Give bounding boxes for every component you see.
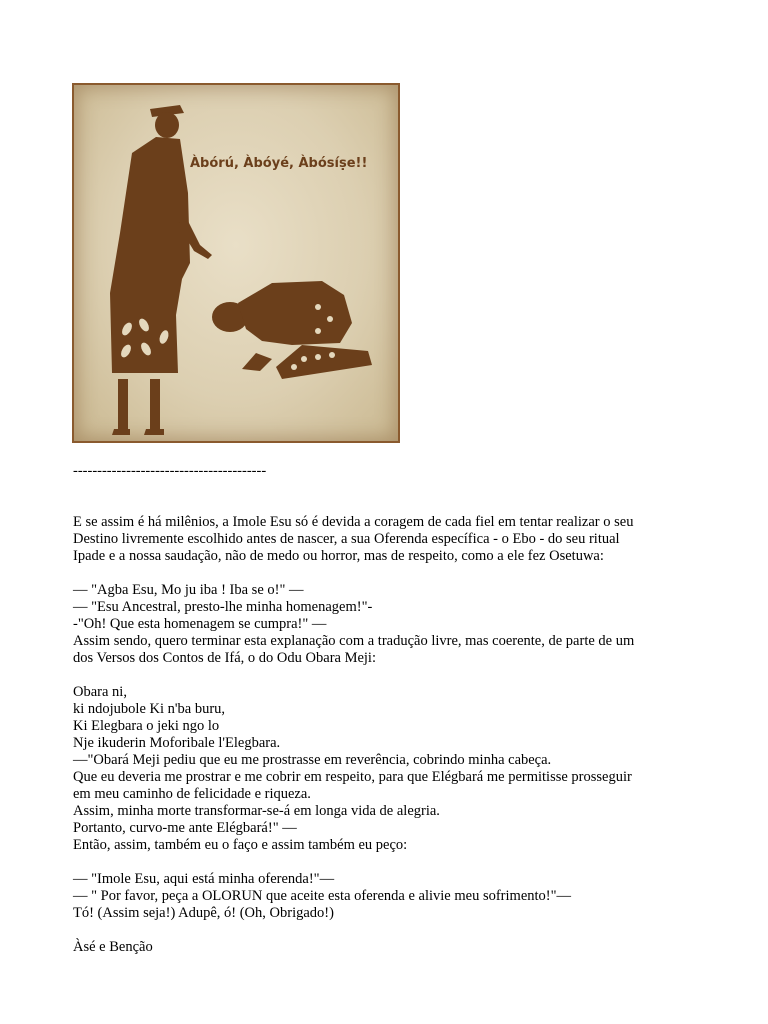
text-line: Assim sendo, quero terminar esta explanação com a tradução livre, mas coerente, de parte de um xyxy=(73,633,635,649)
text-line: Portanto, curvo-me ante Elégbará!" — xyxy=(73,820,297,836)
document-body xyxy=(73,463,713,956)
text-line: —"Obará Meji pediu que eu me prostrasse em reverência, cobrindo minha cabeça. xyxy=(73,752,552,768)
text-line: Nje ikuderin Moforibale l'Elegbara. xyxy=(73,735,281,751)
illustration-caption: Àbórú, Àbóyé, Àbósíṣe!! xyxy=(190,156,368,171)
divider-line: ---------------------------------------- xyxy=(73,463,267,479)
text-line: — "Imole Esu, aqui está minha oferenda!"— xyxy=(73,871,335,887)
paragraph-closing xyxy=(73,939,713,956)
text-line: Obara ni, xyxy=(73,684,127,700)
text-line: Que eu deveria me prostrar e me cobrir em respeito, para que Elégbará me permitisse prosseguir xyxy=(73,769,632,785)
text-line: — "Agba Esu, Mo ju iba ! Iba se o!" — xyxy=(73,582,304,598)
paragraph-salutation xyxy=(73,582,713,667)
text-line: -"Oh! Que esta homenagem se cumpra!" — xyxy=(73,616,327,632)
text-line: dos Versos dos Contos de Ifá, o do Odu Obara Meji: xyxy=(73,650,376,666)
text-line: Então, assim, também eu o faço e assim também eu peço: xyxy=(73,837,408,853)
standing-elder-figure xyxy=(110,105,212,435)
text-line: E se assim é há milênios, a Imole Esu só é devida a coragem de cada fiel em tentar realizar o seu xyxy=(73,514,634,530)
illustration-frame xyxy=(72,83,400,443)
text-line: Destino livremente escolhido antes de nascer, a sua Oferenda específica - o Ebo - do seu ritual xyxy=(73,531,620,547)
bowing-figure xyxy=(212,281,372,379)
paragraph-verse xyxy=(73,684,713,854)
text-line: Assim, minha morte transformar-se-á em longa vida de alegria. xyxy=(73,803,440,819)
reverence-illustration xyxy=(72,83,400,443)
closing-line: Àsé e Benção xyxy=(73,939,153,955)
text-line: em meu caminho de felicidade e riqueza. xyxy=(73,786,311,802)
text-line: Ipade e a nossa saudação, não de medo ou horror, mas de respeito, como a ele fez Osetuwa: xyxy=(73,548,604,564)
paragraph-offering xyxy=(73,871,713,922)
paragraph-intro xyxy=(73,514,713,565)
text-line: — "Esu Ancestral, presto-lhe minha homenagem!"- xyxy=(73,599,373,615)
text-line: Ki Elegbara o jeki ngo lo xyxy=(73,718,220,734)
text-line: Tó! (Assim seja!) Adupê, ó! (Oh, Obrigado!) xyxy=(73,905,334,921)
text-line: — " Por favor, peça a OLORUN que aceite esta oferenda e alivie meu sofrimento!"— xyxy=(73,888,572,904)
text-line: ki ndojubole Ki n'ba buru, xyxy=(73,701,226,717)
